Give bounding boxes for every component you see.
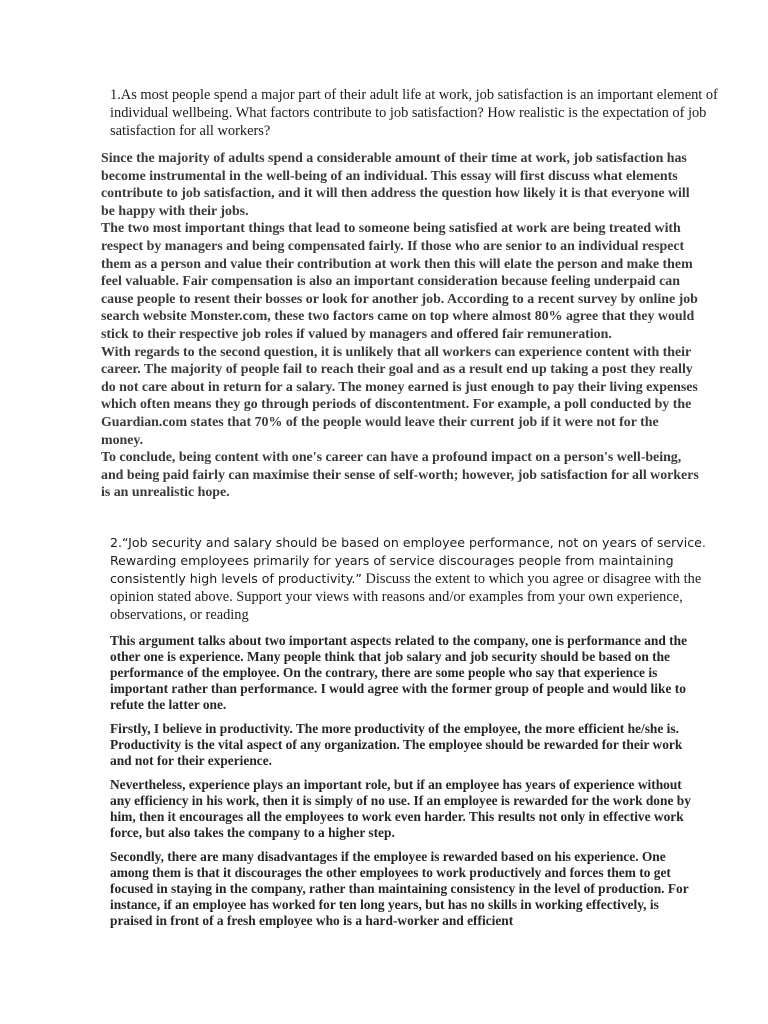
- question-1: [110, 86, 730, 140]
- essay-1-paragraph-1: Since the majority of adults spend a considerable amount of their time at work, job satisfaction has become instrumental in the well-being of an individual. This essay will first discuss what elements contribute to job satisfaction, and it will then address the question how likely it is that everyone will be happy with their jobs.: [101, 151, 690, 219]
- essay-2: [110, 633, 695, 937]
- essay-1-paragraph-2: The two most important things that lead to someone being satisfied at work are being treated with respect by managers and being compensated fairly. If those who are senior to an individual respect them as a person and value their contribution at work then this will elate the person and make them feel valuable. Fair compensation is also an important consideration because feeling underpaid can cause people to resent their bosses or look for another job. According to a recent survey by online job search website Monster.com, these two factors came on top where almost 80% agree that they would stick to their respective job roles if valued by managers and offered fair remuneration.: [101, 221, 698, 342]
- essay-2-paragraph-3: Nevertheless, experience plays an important role, but if an employee has years of experience without any efficiency in his work, then it is simply of no use. If an employee is rewarded for the work done by him, then it encourages all the employees to work even harder. This results not only in effective work force, but also takes the company to a higher step.: [110, 777, 691, 840]
- question-2-number: 2.: [110, 535, 123, 550]
- essay-2-paragraph-4: Secondly, there are many disadvantages if the employee is rewarded based on his experience. One among them is that it discourages the other employees to work productively and forces them to get focused in staying in the company, rather than maintaining consistency in the level of production. For instance, if an employee has worked for ten long years, but has no skills in working effectively, is praised in front of a fresh employee who is a hard-worker and efficient: [110, 849, 689, 928]
- question-1-number: 1.: [110, 87, 121, 103]
- essay-1: [101, 150, 701, 502]
- essay-1-paragraph-3: With regards to the second question, it is unlikely that all workers can experience content with their career. The majority of people fail to reach their goal and as a result end up taking a post they really do not care about in return for a salary. The money earned is just enough to pay their living expenses which often means they go through periods of discontentment. For example, a poll conducted by the Guardian.com states that 70% of the people would leave their current job if it were not for the money.: [101, 344, 698, 448]
- essay-2-paragraph-1: This argument talks about two important aspects related to the company, one is performance and the other one is experience. Many people think that job salary and job security should be based on the performance of the employee. On the contrary, there are some people who say that experience is important rather than performance. I would agree with the former group of people and would like to refute the latter one.: [110, 633, 688, 712]
- essay-2-paragraph-2: Firstly, I believe in productivity. The more productivity of the employee, the more efficient he/she is. Productivity is the vital aspect of any organization. The employee should be rewarded for their work and not for their experience.: [110, 721, 683, 768]
- question-2-quote: “Job security and salary should be based on employee performance, not on years of service. Rewarding employees primarily for years of service discourages people from maintaining consistently high levels of productivity.”: [110, 535, 706, 586]
- question-2-prompt: Discuss the extent to which you agree or disagree with the opinion stated above. Support your views with reasons and/or examples from your own experience, observations, or reading: [110, 571, 702, 623]
- question-1-text: As most people spend a major part of their adult life at work, job satisfaction is an important element of individual wellbeing. What factors contribute to job satisfaction? How realistic is the expectation of job satisfaction for all workers?: [110, 87, 718, 139]
- essay-1-paragraph-4: To conclude, being content with one's career can have a profound impact on a person's well-being, and being paid fairly can maximise their sense of self-worth; however, job satisfaction for all workers is an unrealistic hope.: [101, 450, 699, 501]
- question-2: [110, 534, 710, 624]
